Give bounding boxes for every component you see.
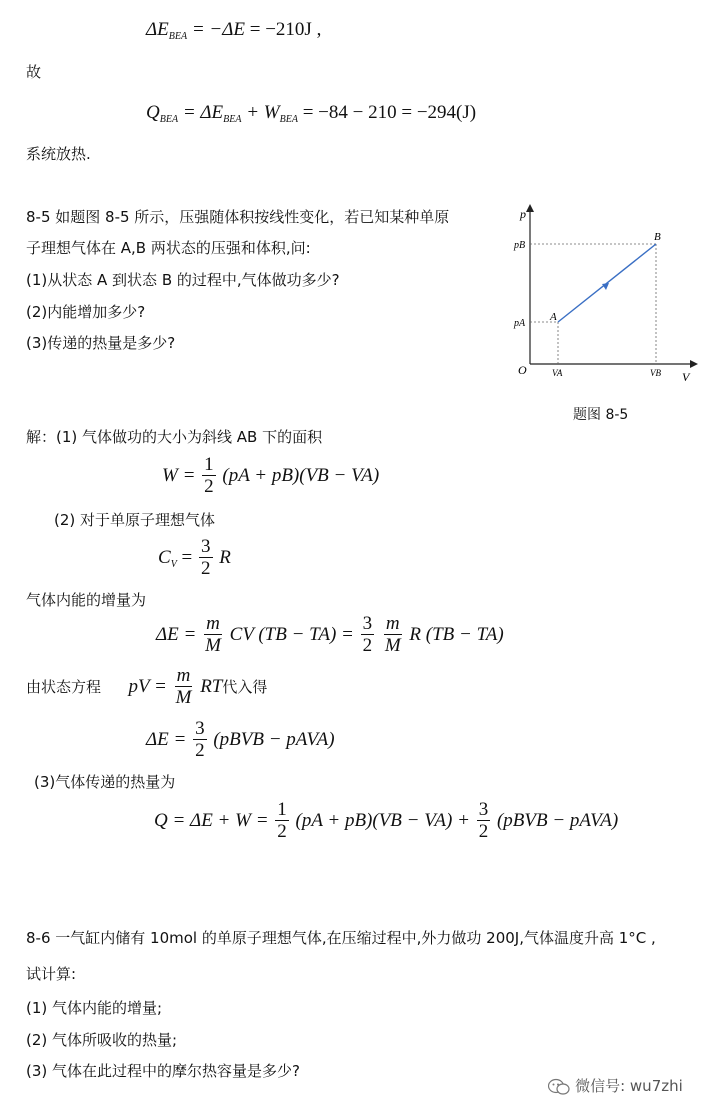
solution-step1: 解：(1) 气体做功的大小为斜线 AB 下的面积	[26, 428, 323, 446]
equation-q-bea: $Q_{BEA} = \Delta E_{BEA} + W_{BEA} = -84 - 210 = -294(J)$	[146, 102, 477, 125]
x-axis-arrow-icon	[690, 360, 698, 368]
problem-8-5-question2: (2)内能增加多少?	[26, 303, 146, 321]
equation-delta-e: ΔE = $\frac{m}{M}$ CV (TB − TA) = $\frac{3}{2}$ $\frac{m}{M}$ R (TB − TA)	[156, 613, 504, 656]
problem-8-5-question3: (3)传递的热量是多少?	[26, 334, 176, 352]
text-gu: 故	[26, 63, 42, 81]
state-equation-line: 由状态方程 pV = $\frac{m}{M}$ RT代入得	[26, 665, 268, 708]
pv-diagram	[510, 198, 700, 388]
label-v: V	[682, 370, 690, 384]
equation-delta-e-2: ΔE = $\frac{3}{2}$ (pBVB − pAVA)	[146, 718, 335, 761]
equation-delta-e-bea: $\Delta E_{BEA} = -\Delta E = -210J$ ,	[146, 19, 322, 42]
solution-step2: (2) 对于单原子理想气体	[54, 511, 216, 529]
problem-8-6-question2: (2) 气体所吸收的热量;	[26, 1031, 178, 1049]
label-pa: pA	[514, 318, 526, 329]
label-pb: pB	[514, 240, 526, 251]
text-system-releases-heat: 系统放热.	[26, 145, 91, 163]
label-vb: VB	[650, 368, 661, 378]
problem-8-6-line2: 试计算:	[26, 965, 77, 983]
problem-8-6-question1: (1) 气体内能的增量;	[26, 999, 163, 1017]
problem-8-5-question1: (1)从状态 A 到状态 B 的过程中,气体做功多少?	[26, 271, 340, 289]
label-origin: O	[518, 363, 527, 377]
problem-8-6-question3: (3) 气体在此过程中的摩尔热容量是多少?	[26, 1062, 300, 1080]
solution-step3: 气体内能的增量为	[26, 591, 147, 609]
equation-work: W = $\frac{1}{2}$ (pA + pB)(VB − VA)	[162, 454, 380, 497]
equation-q: Q = ΔE + W = $\frac{1}{2}$ (pA + pB)(VB − VA) + $\frac{3}{2}$ (pBVB − pAVA)	[154, 799, 619, 842]
problem-8-5-line1: 8-5 如题图 8-5 所示，压强随体积按线性变化，若已知某种单原	[26, 208, 450, 226]
wechat-icon	[548, 1078, 570, 1096]
problem-8-6-line1: 8-6 一气缸内储有 10mol 的单原子理想气体,在压缩过程中,外力做功 200J,气体温度升高 1°C ,	[26, 929, 656, 947]
equation-cv: $C_V$ = $\frac{3}{2}$ R	[158, 536, 231, 579]
y-axis-arrow-icon	[526, 204, 534, 212]
line-ab	[558, 244, 656, 322]
label-point-a: A	[550, 311, 557, 323]
label-point-b: B	[654, 231, 661, 243]
solution-step5: (3)气体传递的热量为	[34, 773, 176, 791]
label-va: VA	[552, 368, 563, 378]
problem-8-5-line2: 子理想气体在 A,B 两状态的压强和体积,问:	[26, 239, 311, 257]
watermark: 微信号: wu7zhi	[548, 1075, 683, 1096]
label-p: p	[520, 207, 526, 221]
figure-caption: 题图 8-5	[573, 407, 629, 423]
